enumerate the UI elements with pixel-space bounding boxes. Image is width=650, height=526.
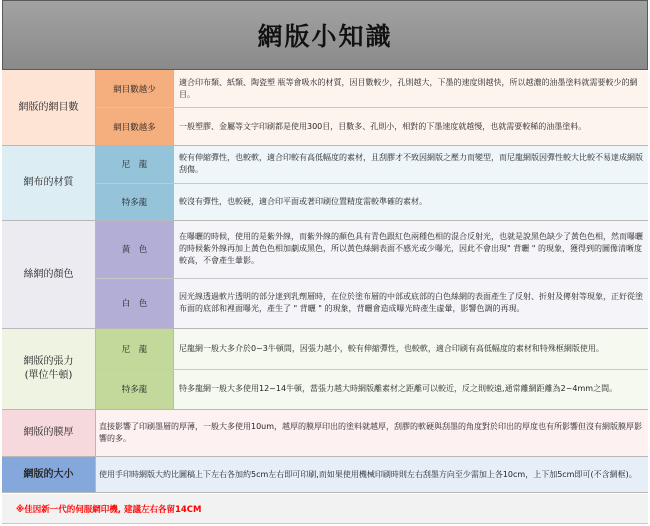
sub-row	[96, 329, 648, 369]
sub-label: 白 色	[96, 279, 174, 328]
row-mesh-tension	[2, 329, 648, 410]
sub-row	[96, 146, 648, 183]
row-mesh-count	[2, 70, 648, 146]
category-label: 網版的膜厚	[2, 410, 96, 456]
description: 特多龍網一般大多使用12~14牛頓，當張力越大時網版離素材之距離可以較近，反之則較遠,通常離網距離為2~4mm之間。	[174, 370, 648, 410]
description: 適合印布類、紙類、陶瓷塑 瓶等會吸水的材質，因目數較少，孔則越大，下墨的速度則越快，所以越濃的油墨塗料就需要較少的網目。	[174, 70, 648, 107]
sub-label: 尼 龍	[96, 146, 174, 183]
sub-row	[96, 278, 648, 328]
row-screen-size	[2, 457, 648, 493]
row-film-thickness	[2, 410, 648, 457]
row-mesh-material	[2, 146, 648, 221]
footnote: ※佳因新一代的伺服網印機, 建議左右各留14CM	[2, 494, 648, 524]
sub-row	[96, 107, 648, 145]
sub-label: 尼 龍	[96, 329, 174, 369]
page-title: 網版小知識	[2, 0, 648, 70]
sub-label: 網目數越多	[96, 108, 174, 145]
category-label: 網版的網目數	[2, 70, 96, 145]
sub-row	[96, 221, 648, 278]
description: 使用手印時網版大約比圖稿上下左右各加約5cm左右即可印刷,而如果使用機械印刷時則左右刮墨方向至少需加上各10cm，上下加5cm即可(不含網框)。	[96, 457, 648, 492]
description: 一般塑膠、金屬等文字印刷都是使用300目，目數多、孔則小，相對的下墨速度就越慢，也就需要較稀的油墨塗料。	[174, 108, 648, 145]
description: 在曝曬的時候，使用的是紫外線，而紫外線的顏色具有青色跟紅色兩種色相的混合反射光，也就是說黑色缺少了黃色色相，然而曝曬的時候紫外線再加上黃色色相加劇成黑色，所以黃色絲網表面不感光或少曝光，因此不會出現" 背曬 " 的現象，獲得到的圖像清晰度較高，不會產生暈影。	[174, 221, 648, 278]
description: 尼龍網一般大多介於0~3牛頓間，因張力越小，較有伸縮彈性，也較軟，適合印刷有高低幅度的素材和特殊框網版使用。	[174, 329, 648, 369]
description: 因光線透過軟片透明的部分達到乳劑層時，在位於塗布層的中部或底部的白色絲網的表面產生了反射、折射及傳射等現象，正好從塗布面的底部和裡面曝光，產生了 " 背曬 " 的現象，背曬會造成曝光時產生虛暈，影響色調的再現。	[174, 279, 648, 328]
description: 較有伸縮彈性，也較軟，適合印較有高低幅度的素材，且刮膠才不致因網版之壓力而變型，而尼龍網版因彈性較大比較不易達成網版刮傷。	[174, 146, 648, 183]
sub-row	[96, 369, 648, 410]
row-mesh-color	[2, 221, 648, 329]
category-label: 網版的大小	[2, 457, 96, 492]
sub-label: 特多龍	[96, 184, 174, 221]
category-label: 絲網的顏色	[2, 221, 96, 328]
category-label: 網版的張力 (單位牛頓)	[2, 329, 96, 409]
sub-row	[96, 183, 648, 221]
sub-label: 特多龍	[96, 370, 174, 410]
description: 較沒有彈性，也較硬，適合印平面或著印刷位置精度需較準確的素材。	[174, 184, 648, 221]
sub-label: 黃 色	[96, 221, 174, 278]
sub-row	[96, 70, 648, 107]
description: 直接影響了印刷墨層的厚薄，一般大多使用10um，越厚的膜厚印出的塗料就越厚，刮膠的軟硬與刮墨的角度對於印出的厚度也有所影響但沒有網版膜厚影響的多。	[96, 410, 648, 456]
category-label: 網布的材質	[2, 146, 96, 220]
knowledge-table	[2, 70, 648, 493]
sub-label: 網目數越少	[96, 70, 174, 107]
